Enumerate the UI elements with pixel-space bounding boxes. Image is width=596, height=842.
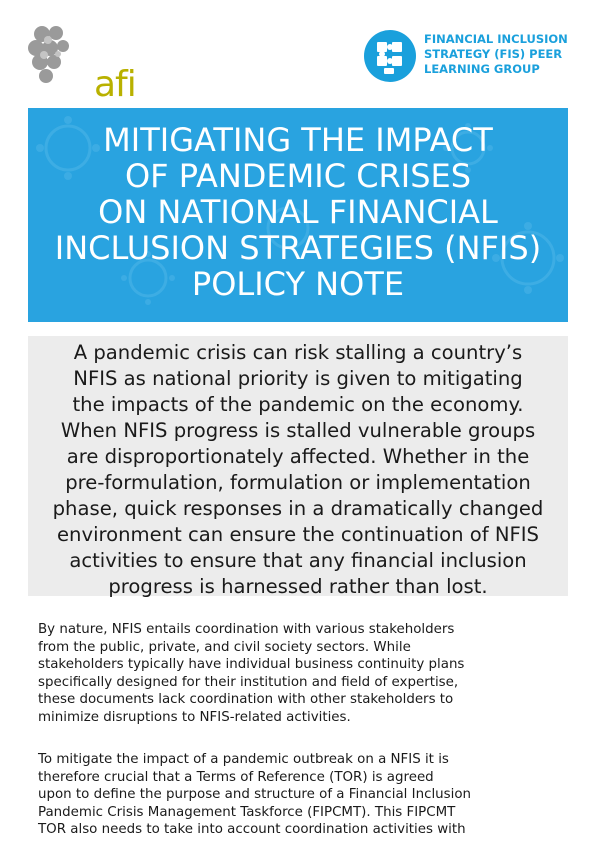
lead-line: phase, quick responses in a dramatically changed [52,497,544,520]
lead-line: A pandemic crisis can risk stalling a country’s [73,341,523,364]
lead-line: When NFIS progress is stalled vulnerable groups [60,419,536,442]
afi-logo [28,24,138,105]
fis-logo-line: LEARNING GROUP [424,62,540,76]
body-line: stakeholders typically have individual business continuity plans [38,657,465,672]
body-line: from the public, private, and civil society sectors. While [38,639,411,655]
lead-line: progress is harnessed rather than lost. [108,575,488,598]
body-line: Pandemic Crisis Management Taskforce (FIPCMT). This FIPCMT [38,804,456,820]
lead-line: activities to ensure that any financial inclusion [69,549,527,572]
fis-logo-line: STRATEGY (FIS) PEER [424,47,563,61]
body-line: To mitigate the impact of a pandemic outbreak on a NFIS it is [38,752,449,767]
lead-line: are disproportionately affected. Whether in the [66,445,530,468]
lead-line: environment can ensure the continuation of NFIS [57,523,539,546]
body-paragraph-1 [38,621,578,726]
banner-title [28,122,568,302]
banner-title-line: ON NATIONAL FINANCIAL [98,193,498,231]
page-header [0,0,596,105]
brain-icon [28,24,72,86]
afi-logo-text: afi [94,64,136,105]
lead-summary-box [28,336,568,596]
banner-title-line: POLICY NOTE [191,265,405,303]
body-line: specifically designed for their institution and field of expertise, [38,674,459,690]
banner-title-line: OF PANDEMIC CRISES [124,157,472,195]
banner-title-line: MITIGATING THE IMPACT [103,121,493,159]
lead-summary [32,340,564,600]
body-line: TOR also needs to take into account coordination activities with [38,822,466,837]
body-line: By nature, NFIS entails coordination with various stakeholders [38,622,455,637]
lead-line: NFIS as national priority is given to mitigating [73,367,523,390]
lead-line: the impacts of the pandemic on the economy. [72,393,524,416]
body-line: these documents lack coordination with other stakeholders to [38,692,454,707]
title-banner [28,108,568,322]
body-line: minimize disruptions to NFIS-related activities. [38,709,351,725]
lead-line: pre-formulation, formulation or implementation [65,471,531,494]
body-line: therefore crucial that a Terms of Reference (TOR) is agreed [38,769,434,785]
fis-logo-text [424,32,568,77]
fis-peer-learning-logo [362,28,582,88]
body-paragraph-2 [38,751,578,839]
puzzle-globe-icon [362,28,418,84]
banner-title-line: INCLUSION STRATEGIES (NFIS) [54,229,542,267]
body-line: upon to define the purpose and structure of a Financial Inclusion [38,787,472,802]
fis-logo-line: FINANCIAL INCLUSION [424,32,568,46]
